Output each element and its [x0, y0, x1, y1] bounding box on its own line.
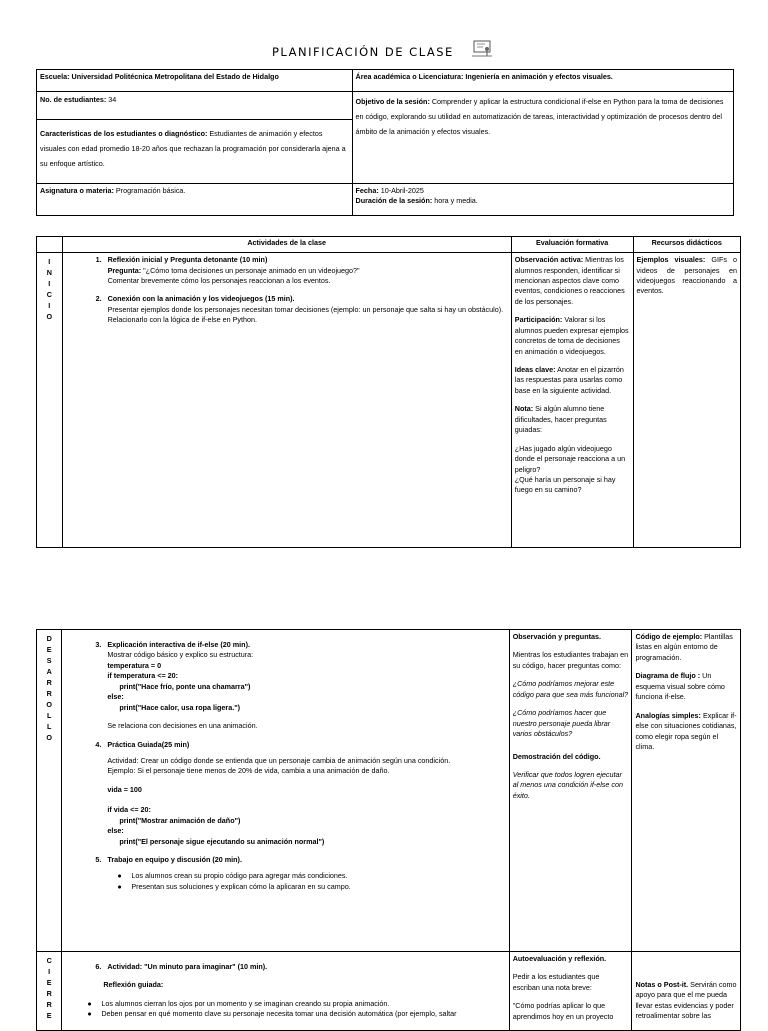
date-label: Fecha:: [355, 186, 379, 195]
page-title: PLANIFICACIÓN DE CLASE: [272, 45, 454, 59]
date-cell: [352, 184, 733, 216]
activity-6: 6. Actividad: "Un minuto para imaginar" (10 min). Reflexión guiada: ● Los alumnos cierran los ojos por un momento y se imaginan creando su propia animación. ● Deben pensar en qué momento clave su personaje necesita tomar una decisión automática (por ejemplo, saltar: [87, 962, 457, 1019]
subject-label: Asignatura o materia:: [40, 186, 114, 195]
teacher-board-icon: [470, 40, 494, 58]
subject-value: Programación básica.: [115, 186, 186, 195]
characteristics-value: Estudiantes de animación y efectos visuales con edad promedio 18-20 años que rechazan la programación por considerarla ajena a su enfoque artístico.: [40, 129, 346, 169]
characteristics-label: Características de los estudiantes o diagnóstico:: [40, 129, 208, 138]
desarrollo-resources: Código de ejemplo: Plantillas listas en algún entorno de programación. Diagrama de flujo : Un esquema visual sobre cómo funciona if-else. Analogías simples: Explicar if-else con situaciones cotidianas, como elegir ropa según el clima.: [632, 630, 741, 952]
inicio-activities: [62, 253, 511, 548]
inicio-table: [36, 236, 741, 548]
activity-3: 3. Explicación interactiva de if-else (20 min). Mostrar código básico y explico su estructura: temperatura = 0 if temperatura <= 20: print("Hace frío, ponte una chamarra") else: print("Hace calor, usa ropa ligera.") Se relaciona con decisiones en una animación.: [95, 640, 258, 731]
activity-1: 1. Reflexión inicial y Pregunta detonante (10 min) Pregunta: "¿Cómo toma decisiones un personaje animado en un videojuego?" Comentar brevemente cómo los personajes reaccionan a los eventos.: [95, 255, 360, 285]
desarrollo-table: [36, 629, 741, 952]
inicio-evaluation: Observación activa: Mientras los alumnos responden, identificar si mencionan aspectos clave como eventos, condiciones o reacciones de los personajes. Participación: Valorar si los alumnos pueden expresar ejemplos concretos de toma de decisiones en animación o videojuegos. Ideas clave: Anotar en el pizarrón las respuestas para usarlas como base en la siguiente actividad. Nota: Si algún alumno tiene dificultades, hacer preguntas guiadas: ¿Has jugado algún videojuego donde el personaje reacciona a un peligro? ¿Qué haría un personaje si hay fuego en su camino?: [511, 253, 633, 548]
students-value: 34: [108, 95, 117, 104]
cierre-label: C I E R R E: [37, 952, 62, 1031]
subject-cell: [37, 184, 353, 216]
duration-label: Duración de la sesión:: [355, 196, 433, 206]
cierre-evaluation: Autoevaluación y reflexión. Pedir a los estudiantes que escriban una nota breve: "Cómo podrías aplicar lo que aprendimos hoy en un proyecto: [509, 952, 632, 1031]
desarrollo-label: D E S A R R O L L O: [37, 630, 62, 952]
activities-header: Actividades de la clase: [62, 237, 511, 253]
page-header: [0, 40, 768, 64]
inicio-label: I N I C I O: [37, 253, 63, 548]
resources-header: Recursos didácticos: [633, 237, 740, 253]
desarrollo-activities: [62, 630, 509, 952]
school-label: Escuela: Universidad Politécnica Metropolitana del Estado de Hidalgo: [40, 72, 279, 81]
objective-cell: [352, 92, 733, 184]
objective-value: Comprender y aplicar la estructura condicional if-else en Python para la toma de decisiones en código, explorando su utilidad en automatización de tareas, interactividad y optimización de procesos dentro del ámbito de la animación y efectos visuales.: [355, 97, 724, 137]
inicio-resources: Ejemplos visuales: GIFs o videos de personajes en videojuegos reaccionando a eventos.: [633, 253, 740, 548]
date-value: 10-Abril-2025: [380, 186, 424, 195]
students-label: No. de estudiantes:: [40, 95, 107, 104]
activity-4: 4. Práctica Guiada(25 min) Actividad: Crear un código donde se entienda que un personaje cambia de animación según una condición. Ejemplo: Si el personaje tiene menos de 20% de vida, cambia a una animación de daño. vida = 100 if vida <= 20: print("Mostrar animación de daño") else: print("El personaje sigue ejecutando su animación normal"): [95, 739, 451, 846]
area-label: Área académica o Licenciatura: Ingeniería en animación y efectos visuales.: [355, 72, 613, 81]
school-cell: [37, 70, 353, 92]
area-cell: [352, 70, 733, 92]
cierre-table: [36, 951, 741, 1031]
cierre-resources: Notas o Post-it. Servirán como apoyo para que el me pueda llevar estas evidencias y poder retroalimentar sobre las: [632, 952, 741, 1031]
desarrollo-evaluation: Observación y preguntas. Mientras los estudiantes trabajan en su código, hacer preguntas como: ¿Cómo podríamos mejorar este código para que sea más funcional? ¿Cómo podríamos hacer que nuestro personaje pueda librar varios obstáculos? Demostración del código. Verificar que todos logren ejecutar al menos una condición if-else con éxito.: [509, 630, 632, 952]
evaluation-header: Evaluación formativa: [511, 237, 633, 253]
objective-label: Objetivo de la sesión:: [355, 97, 430, 106]
duration-value: hora y media.: [434, 196, 478, 206]
activity-2: 2. Conexión con la animación y los videojuegos (15 min). Presentar ejemplos donde los personajes necesitan tomar decisiones (ejemplo: un personaje que salta si hay un obstáculo). Relacionarlo con la lógica de if-else en Python.: [95, 294, 504, 325]
students-cell: [37, 92, 353, 184]
session-info-table: [36, 69, 734, 216]
activity-5: 5. Trabajo en equipo y discusión (20 min). ● Los alumnos crean su propio código para agregar más condiciones. ● Presentan sus soluciones y explican cómo la aplicaran en su campo.: [95, 855, 351, 891]
cierre-activities: [62, 952, 509, 1031]
